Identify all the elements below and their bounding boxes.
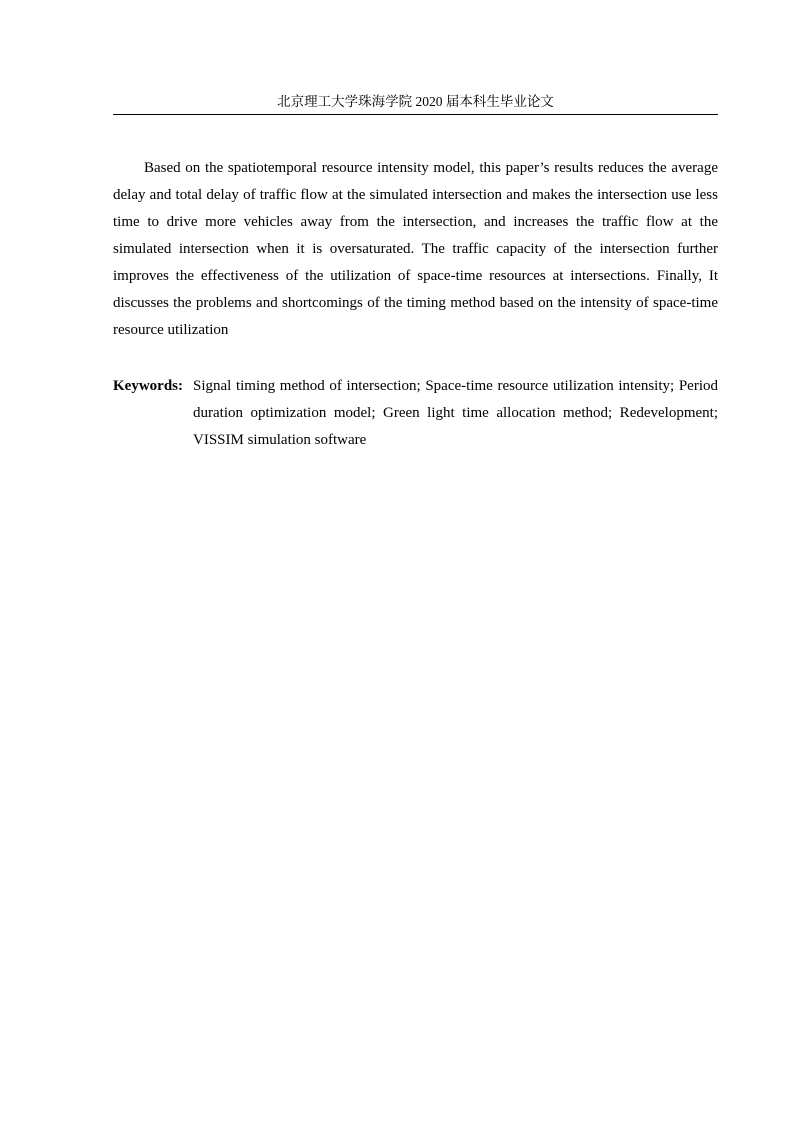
keywords-label: Keywords: (113, 378, 183, 394)
abstract-paragraph: Based on the spatiotemporal resource intensity model, this paper’s results reduces the average delay and total delay of traffic flow at the simulated intersection and makes the intersection use less time to drive more vehicles away from the intersection, and increases the traffic flow at the simulated intersection when it is oversaturated. The traffic capacity of the intersection further improves the effectiveness of the utilization of space-time resources at intersections. Finally, It discusses the problems and shortcomings of the timing method based on the intensity of space-time resource utilization (113, 160, 718, 338)
header-divider (113, 114, 718, 115)
page-header: 北京理工大学珠海学院 2020 届本科生毕业论文 (277, 94, 554, 109)
keywords-text: Signal timing method of intersection; Space-time resource utilization intensity; Period duration optimization model; Green light time allocation method; Redevelopment; VISSIM simulation software (193, 378, 718, 448)
keywords-block (113, 373, 718, 454)
